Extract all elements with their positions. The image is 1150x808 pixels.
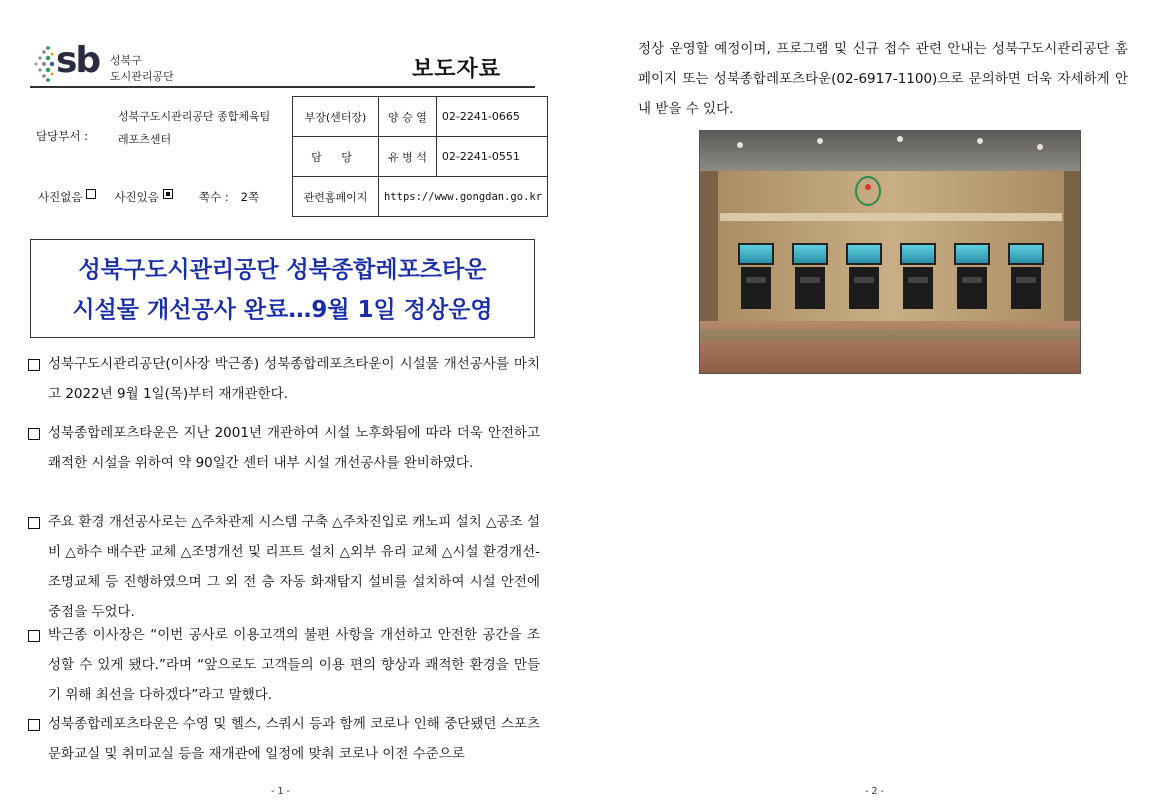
photo-yes-label: 사진있음 <box>114 190 159 204</box>
photo-none-label: 사진없음 <box>38 190 83 204</box>
contact-table <box>292 96 548 217</box>
contact-name: 유 병 석 <box>379 137 437 177</box>
kiosk-photo <box>699 130 1081 374</box>
page-number: - 2 - <box>865 786 884 797</box>
department-name-line1: 성북구도시관리공단 종합체육팀 <box>118 110 271 123</box>
body-paragraph: 박근종 이사장은 “이번 공사로 이용고객의 불편 사항을 개선하고 안전한 공간을 조성할 수 있게 됐다.”라며 “앞으로도 고객들의 이용 편의 향상과 쾌적한 환경을 만들기 위해 최선을 다하겠다”라고 말했다. <box>28 620 540 710</box>
photo-yes-checkbox <box>163 189 173 199</box>
headline-box <box>30 239 535 338</box>
document-type-heading: 보도자료 <box>412 57 502 82</box>
contact-role: 담 당 <box>293 137 379 177</box>
square-bullet-icon <box>28 359 40 371</box>
pages-label: 쪽수 : <box>198 190 229 204</box>
body-paragraph: 성북구도시관리공단(이사장 박근종) 성북종합레포츠타운이 시설물 개선공사를 마치고 2022년 9월 1일(목)부터 재개관한다. <box>28 349 540 409</box>
contact-role: 부장(센터장) <box>293 97 379 137</box>
department-label: 담당부서 : <box>36 129 88 143</box>
square-bullet-icon <box>28 517 40 529</box>
continued-paragraph: 정상 운영할 예정이며, 프로그램 및 신규 접수 관련 안내는 성북구도시관리공단 홈페이지 또는 성북종합레포츠타운(02-6917-1100)으로 문의하면 더욱 자세하게 안내 받을 수 있다. <box>638 41 1128 117</box>
headline-line1: 성북구도시관리공단 성북종합레포츠타운 <box>78 257 487 283</box>
body-paragraph: 주요 환경 개선공사로는 △주차관제 시스템 구축 △주차진입로 캐노피 설치 △공조 설비 △하수 배수관 교체 △조명개선 및 리프트 설치 △외부 유리 교체 △시설 환경개선-조명교체 등 진행하였으며 그 외 전 층 자동 화재탐지 설비를 설치하여 시설 안전에 중점을 두었다. <box>28 507 540 627</box>
logo-letters: sb <box>56 40 100 81</box>
contact-row <box>293 137 548 177</box>
body-paragraph: 성북종합레포츠타운은 수영 및 헬스, 스쿼시 등과 함께 코로나 인해 중단됐던 스포츠문화교실 및 취미교실 등을 재개관에 일정에 맞춰 코로나 이전 수준으로 <box>28 709 540 769</box>
department-name-line2: 레포츠센터 <box>118 133 172 146</box>
homepage-label: 관련홈페이지 <box>293 177 379 217</box>
headline-line2: 시설물 개선공사 완료…9월 1일 정상운영 <box>72 297 493 323</box>
logo-text-district: 성북구 <box>110 54 142 67</box>
contact-name: 양 승 열 <box>379 97 437 137</box>
body-paragraph: 성북종합레포츠타운은 지난 2001년 개관하여 시설 노후화됨에 따라 더욱 안전하고 쾌적한 시설을 위하여 약 90일간 센터 내부 시설 개선공사를 완비하였다. <box>28 418 540 478</box>
contact-phone: 02-2241-0551 <box>436 137 547 177</box>
header-divider <box>30 86 535 88</box>
contact-row <box>293 97 548 137</box>
page-number: - 1 - <box>271 786 290 797</box>
page-2 <box>575 0 1150 808</box>
pages-value: 2쪽 <box>240 190 260 204</box>
square-bullet-icon <box>28 719 40 731</box>
homepage-row <box>293 177 548 217</box>
photo-none-checkbox <box>86 189 96 199</box>
square-bullet-icon <box>28 428 40 440</box>
kiosk-lobby-image <box>700 131 1081 374</box>
contact-phone: 02-2241-0665 <box>436 97 547 137</box>
square-bullet-icon <box>28 630 40 642</box>
gongdan-logo <box>32 40 174 86</box>
photo-info-row <box>38 189 259 205</box>
homepage-url[interactable]: https://www.gongdan.go.kr <box>379 177 548 217</box>
logo-text-agency: 도시관리공단 <box>110 70 174 83</box>
